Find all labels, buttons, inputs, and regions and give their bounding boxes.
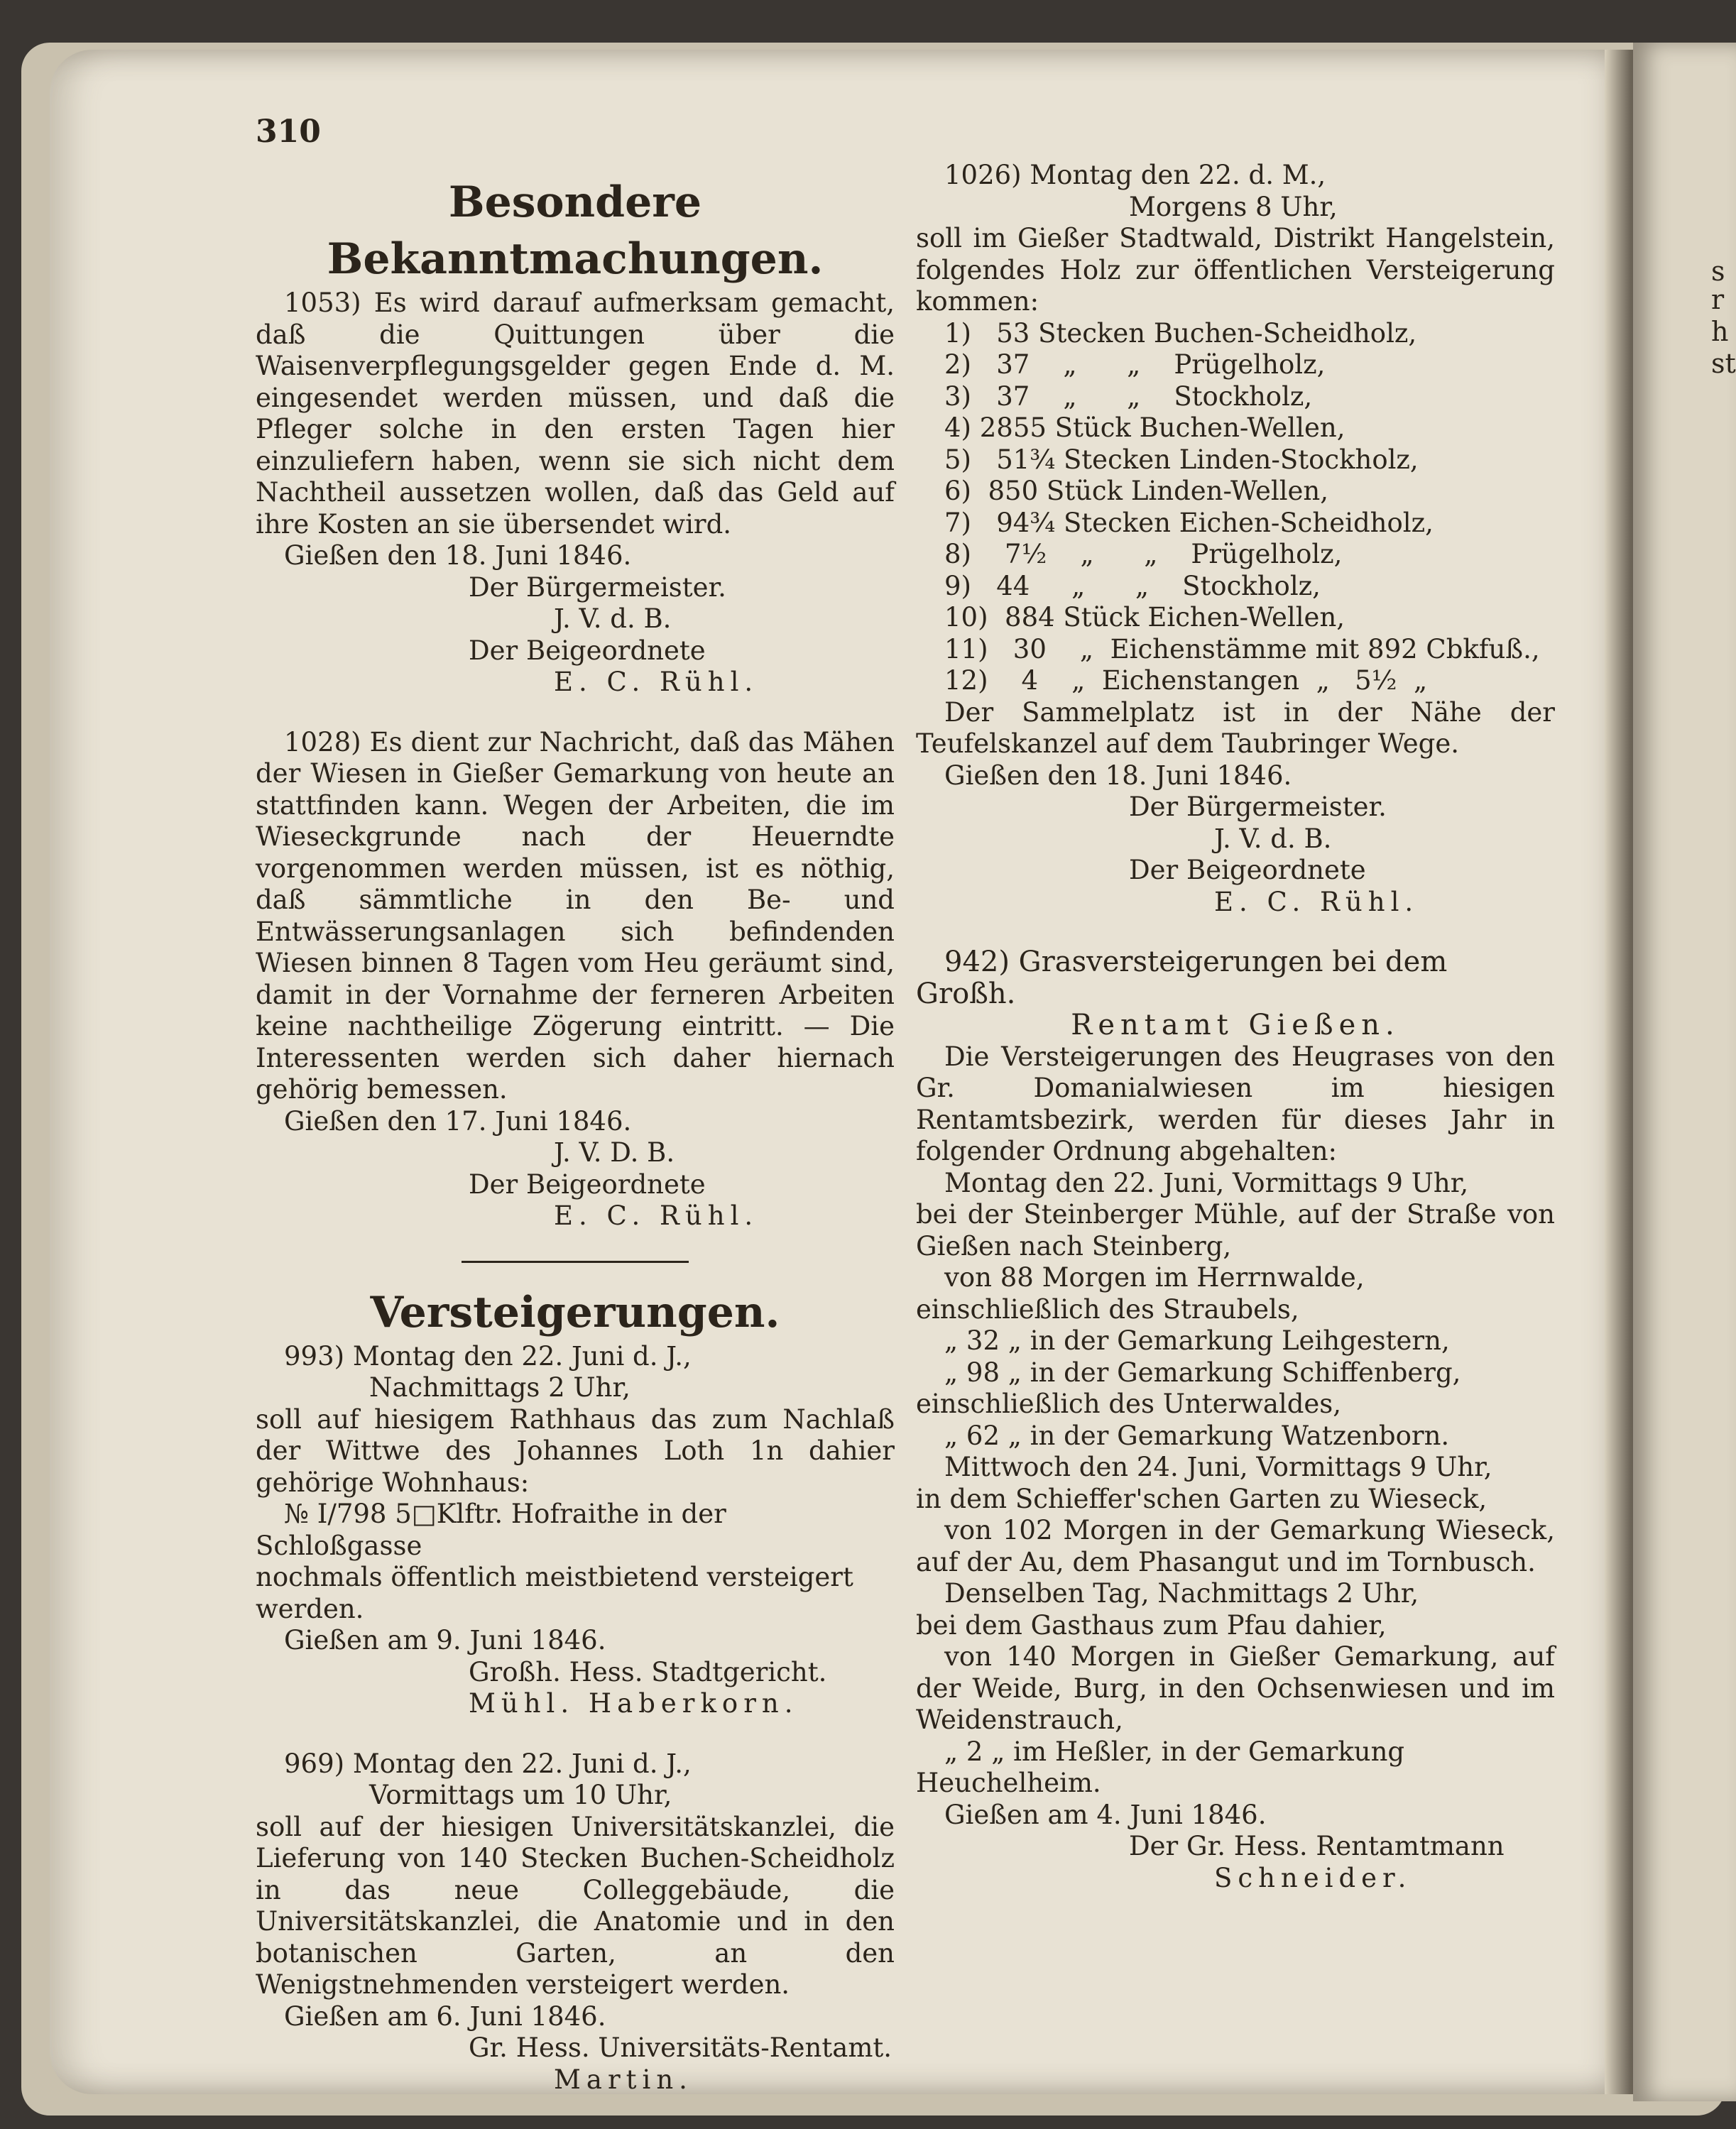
notice-text: Es dient zur Nachricht, daß das Mähen der Wiesen in Gießer Gemarkung von heute an stattfinden kann. Wegen der Arbeiten, die im Wieseckgrunde nach der Heuerndte vorgenommen werden müssen, ist es nöthig, daß sämmtliche in den Be- und Entwässerungsanlagen sich befindenden Wiesen binnen 8 Tagen vom Heu geräumt sind, damit in der Vornahme der ferneren Arbeiten keine nachtheilige Zögerung eintritt. — Die Interessenten werden sich daher hiernach gehörig bemessen. bbox=[256, 726, 895, 1105]
list-item: 11) 30 „ Eichenstämme mit 892 Cbkfuß., bbox=[944, 633, 1540, 664]
signature-line: J. V. d. B. bbox=[1214, 823, 1332, 854]
signature-line: Der Gr. Hess. Rentamtmann bbox=[1129, 1831, 1505, 1861]
notice-text: soll auf hiesigem Rathhaus das zum Nachlaß der Wittwe des Johannes Loth 1n dahier gehörige Wohnhaus: bbox=[256, 1403, 895, 1498]
auction-place: bei dem Gasthaus zum Pfau dahier, bbox=[916, 1609, 1387, 1641]
signature-line: E. C. Rühl. bbox=[554, 1200, 759, 1231]
auction-place: in dem Schieffer'schen Garten zu Wieseck, bbox=[916, 1483, 1487, 1514]
signature-line: Der Beigeordnete bbox=[469, 635, 706, 666]
signature-line: Der Beigeordnete bbox=[469, 1169, 706, 1200]
list-item: 2) 37 „ „ Prügelholz, bbox=[944, 349, 1326, 380]
notice-number: 993) bbox=[284, 1340, 345, 1372]
notice-text: nochmals öffentlich meistbietend versteigert werden. bbox=[256, 1562, 853, 1624]
list-item: 5) 51¾ Stecken Linden-Stockholz, bbox=[944, 444, 1419, 475]
notice-line: Montag den 22. Juni d. J., bbox=[352, 1340, 692, 1372]
notice-text: Es wird darauf aufmerksam gemacht, daß die Quittungen über die Waisenverpflegungsgelder gegen Ende d. M. eingesendet werden müssen, und daß die Pfleger solche in den ersten Tagen hier einzuliefern haben, wenn sie sich nicht dem Nachtheil aussetzen wollen, daß das Geld auf ihre Kosten an sie übersendet wird. bbox=[256, 288, 895, 540]
notice-1028 bbox=[256, 727, 895, 1232]
list-item: 10) 884 Stück Eichen-Wellen, bbox=[944, 602, 1345, 633]
list-item: 1) 53 Stecken Buchen-Scheidholz, bbox=[944, 317, 1417, 349]
auction-lot: „ 98 „ in der Gemarkung Schiffenberg, einschließlich des Unterwaldes, bbox=[916, 1357, 1461, 1419]
right-page-fragment: r bbox=[1711, 284, 1725, 315]
notice-942 bbox=[916, 946, 1555, 1894]
signature-line: Gr. Hess. Universitäts-Rentamt. bbox=[469, 2032, 892, 2063]
auction-lot: „ 2 „ im Heßler, in der Gemarkung Heuchelheim. bbox=[916, 1736, 1405, 1798]
signature-line: Der Bürgermeister. bbox=[469, 571, 726, 603]
notice-line: Morgens 8 Uhr, bbox=[1129, 191, 1338, 222]
auction-date: Denselben Tag, Nachmittags 2 Uhr, bbox=[944, 1578, 1419, 1609]
notice-date: Gießen am 4. Juni 1846. bbox=[944, 1799, 1267, 1830]
property-item: № I/798 5□Klftr. Hofraithe in der Schloßgasse bbox=[256, 1499, 726, 1561]
auction-lot: „ 62 „ in der Gemarkung Watzenborn. bbox=[944, 1420, 1450, 1451]
signature-line: Mühl. Haberkorn. bbox=[469, 1688, 799, 1719]
notice-line: Montag den 22. Juni d. J., bbox=[352, 1748, 692, 1779]
auction-date: Montag den 22. Juni, Vormittags 9 Uhr, bbox=[944, 1167, 1469, 1198]
notice-993 bbox=[256, 1341, 895, 1720]
notice-line: Nachmittags 2 Uhr, bbox=[369, 1372, 630, 1403]
signature-line: J. V. D. B. bbox=[554, 1137, 675, 1168]
signature-line: J. V. d. B. bbox=[554, 603, 672, 634]
auction-place: bei der Steinberger Mühle, auf der Straße von Gießen nach Steinberg, bbox=[916, 1199, 1555, 1261]
notice-title: Rentamt Gießen. bbox=[1071, 1009, 1400, 1041]
page-number: 310 bbox=[256, 114, 321, 150]
notice-date: Gießen den 17. Juni 1846. bbox=[284, 1105, 632, 1137]
section-divider bbox=[462, 1261, 689, 1263]
auction-date: Mittwoch den 24. Juni, Vormittags 9 Uhr, bbox=[944, 1452, 1492, 1482]
notice-text: Der Sammelplatz ist in der Nähe der Teufelskanzel auf dem Taubringer Wege. bbox=[916, 696, 1555, 759]
notice-date: Gießen den 18. Juni 1846. bbox=[944, 760, 1292, 791]
notice-969 bbox=[256, 1748, 895, 2096]
notice-number: 1028) bbox=[284, 726, 361, 757]
signature-line: Martin. bbox=[554, 2064, 693, 2095]
signature-line: E. C. Rühl. bbox=[554, 667, 759, 697]
list-item: 8) 7½ „ „ Prügelholz, bbox=[944, 539, 1343, 569]
signature-line: Großh. Hess. Stadtgericht. bbox=[469, 1656, 827, 1687]
auction-lot: von 88 Morgen im Herrnwalde, einschließlich des Straubels, bbox=[916, 1262, 1365, 1325]
list-item: 9) 44 „ „ Stockholz, bbox=[944, 570, 1321, 601]
wood-lot-list bbox=[916, 318, 1555, 697]
list-item: 3) 37 „ „ Stockholz, bbox=[944, 381, 1313, 412]
list-item: 4) 2855 Stück Buchen-Wellen, bbox=[944, 412, 1345, 443]
notice-number: 1026) bbox=[944, 160, 1022, 190]
notice-line: Vormittags um 10 Uhr, bbox=[369, 1780, 672, 1810]
notice-number: 1053) bbox=[284, 288, 361, 318]
auction-lot: von 140 Morgen in Gießer Gemarkung, auf der Weide, Burg, in den Ochsenwiesen und im Weidenstrauch, bbox=[916, 1641, 1555, 1735]
notice-1026 bbox=[916, 160, 1555, 918]
list-item: 7) 94¾ Stecken Eichen-Scheidholz, bbox=[944, 507, 1434, 538]
notice-1053 bbox=[256, 288, 895, 699]
notice-date: Gießen am 6. Juni 1846. bbox=[284, 2001, 606, 2032]
notice-number: 969) bbox=[284, 1748, 345, 1779]
signature-line: Schneider. bbox=[1214, 1862, 1412, 1893]
notice-date: Gießen den 18. Juni 1846. bbox=[284, 540, 632, 571]
right-page-fragment: h bbox=[1711, 316, 1729, 347]
notice-text: Die Versteigerungen des Heugrases von den Gr. Domanialwiesen im hiesigen Rentamtsbezirk, werden für dieses Jahr in folgender Ordnung abgehalten: bbox=[916, 1041, 1555, 1166]
right-page-fragment: st bbox=[1711, 348, 1736, 379]
signature-line: Der Beigeordnete bbox=[1129, 855, 1366, 885]
notice-date: Gießen am 9. Juni 1846. bbox=[284, 1625, 606, 1655]
right-column bbox=[916, 160, 1555, 1894]
notice-title: 942) Grasversteigerungen bei dem Großh. bbox=[916, 946, 1448, 1010]
list-item: 12) 4 „ Eichenstangen „ 5½ „ bbox=[944, 665, 1428, 696]
right-page-fragment: s bbox=[1711, 256, 1725, 287]
signature-line: Der Bürgermeister. bbox=[1129, 792, 1387, 822]
list-item: 6) 850 Stück Linden-Wellen, bbox=[944, 476, 1329, 506]
left-column bbox=[256, 174, 895, 2096]
notice-line: Montag den 22. d. M., bbox=[1030, 160, 1326, 190]
auction-lot: „ 32 „ in der Gemarkung Leihgestern, bbox=[944, 1325, 1450, 1356]
auction-lot: von 102 Morgen in der Gemarkung Wieseck, auf der Au, dem Phasangut und im Tornbusch. bbox=[916, 1515, 1555, 1577]
signature-line: E. C. Rühl. bbox=[1214, 886, 1419, 917]
notice-text: soll auf der hiesigen Universitätskanzlei, die Lieferung von 140 Stecken Buchen-Scheidholz in das neue Colleggebäude, die Universitätskanzlei, die Anatomie und in den botanischen Garten, an den Wenigstnehmenden versteigert werden. bbox=[256, 1811, 895, 2000]
section-heading: Versteigerungen. bbox=[370, 1287, 780, 1337]
notice-text: soll im Gießer Stadtwald, Distrikt Hangelstein, folgendes Holz zur öffentlichen Versteigerung kommen: bbox=[916, 223, 1555, 317]
section-heading: Besondere Bekanntmachungen. bbox=[327, 177, 824, 284]
